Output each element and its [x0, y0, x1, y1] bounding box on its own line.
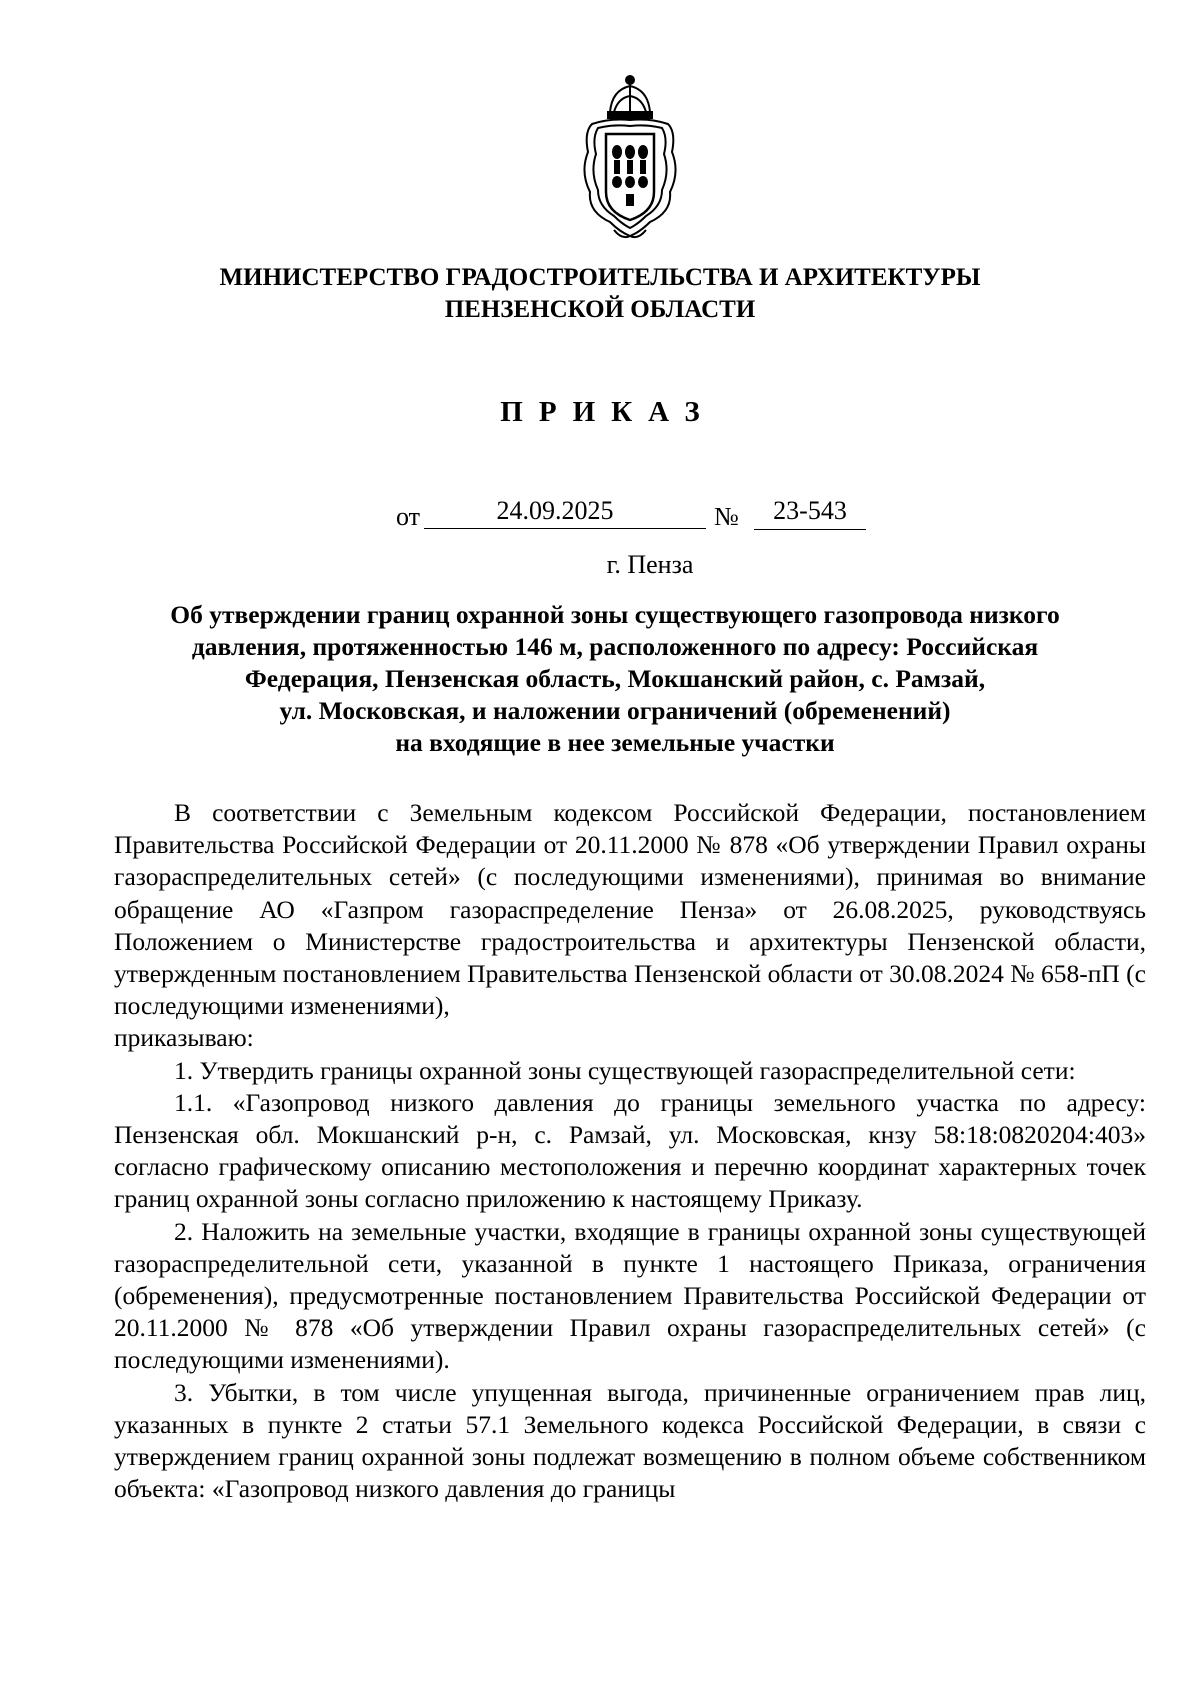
subject-line: Федерация, Пензенская область, Мокшанский район, с. Рамзай, [244, 664, 986, 693]
document-type-title: ПРИКАЗ [500, 396, 716, 428]
document-body [114, 797, 1146, 1505]
subject-line: давления, протяженностью 146 м, расположенного по адресу: Российская [191, 632, 1039, 661]
subject-line: ул. Московская, и наложении ограничений (обременений) [279, 696, 951, 725]
document-date: 24.09.2025 [424, 496, 706, 529]
ministry-name-line2: ПЕНЗЕНСКОЙ ОБЛАСТИ [444, 296, 756, 323]
coat-of-arms-icon [570, 72, 690, 242]
body-paragraph: 1.1. «Газопровод низкого давления до границы земельного участка по адресу: Пензенская обл. Мокшанский р-н, с. Рамзай, ул. Московская, кнзу 58:18:0820204:403» согласно графическому описанию местоположения и перечню координат характерных точек границ охранной зоны согласно приложению к настоящему Приказу. [114, 1087, 1146, 1214]
body-paragraph: 2. Наложить на земельные участки, входящие в границы охранной зоны существующей газораспределительной сети, указанной в пункте 1 настоящего Приказа, ограничения (обременения), предусмотренные постановлением Правительства Российской Федерации от 20.11.2000 № 878 «Об утверждении Правил охраны газораспределительных сетей» (с последующими изменениями). [114, 1216, 1146, 1375]
date-label: от [396, 502, 421, 531]
subject-line: на входящие в нее земельные участки [395, 728, 835, 757]
body-paragraph: 1. Утвердить границы охранной зоны существующей газораспределительной сети: [174, 1055, 1076, 1085]
body-paragraph: 3. Убытки, в том числе упущенная выгода, причиненные ограничением прав лиц, указанных в пункте 2 статьи 57.1 Земельного кодекса Российской Федерации, в связи с утверждением границ охранной зоны подлежат возмещению в полном объеме собственником объекта: «Газопровод низкого давления до границы [114, 1377, 1146, 1504]
document-subject [120, 599, 1110, 759]
ministry-name [0, 262, 1200, 326]
body-paragraph: В соответствии с Земельным кодексом Российской Федерации, постановлением Правительства Российской Федерации от 20.11.2000 № 878 «Об утверждении Правил охраны газораспределительных сетей» (с последующими изменениями), принимая во внимание обращение АО «Газпром газораспределение Пенза» от 26.08.2025, руководствуясь Положением о Министерстве градостроительства и архитектуры Пензенской области, утвержденным постановлением Правительства Пензенской области от 30.08.2024 № 658-пП (с последующими изменениями), [114, 798, 1146, 1021]
city: г. Пенза [606, 550, 694, 579]
number-label: № [714, 502, 739, 531]
body-paragraph: приказываю: [114, 1023, 254, 1053]
date-number-row [0, 496, 1200, 530]
ministry-name-line1: МИНИСТЕРСТВО ГРАДОСТРОИТЕЛЬСТВА И АРХИТЕКТУРЫ [219, 264, 981, 291]
subject-line: Об утверждении границ охранной зоны существующего газопровода низкого [170, 600, 1060, 629]
document-number: 23-543 [754, 496, 866, 530]
